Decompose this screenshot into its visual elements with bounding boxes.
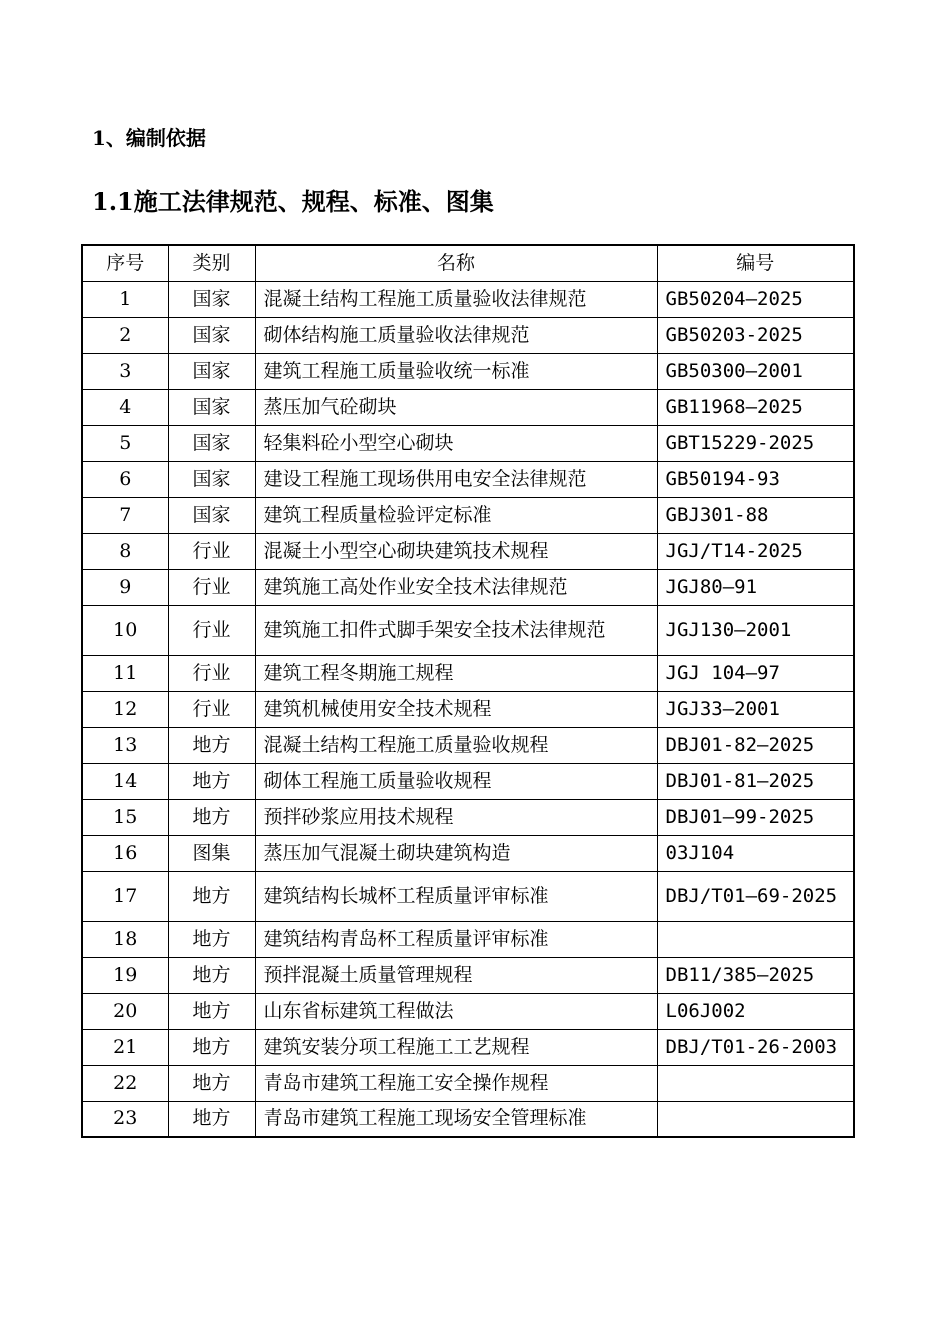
table-row [82, 569, 854, 605]
table-row [82, 871, 854, 921]
cell-code: DB11/385—2025 [657, 957, 854, 993]
cell-name: 青岛市建筑工程施工安全操作规程 [255, 1065, 657, 1101]
cell-name: 混凝土结构工程施工质量验收规程 [255, 727, 657, 763]
cell-code: GB50194-93 [657, 461, 854, 497]
cell-category: 行业 [168, 691, 255, 727]
cell-category: 图集 [168, 835, 255, 871]
cell-name: 建筑机械使用安全技术规程 [255, 691, 657, 727]
table-row [82, 727, 854, 763]
table-body [82, 281, 854, 1137]
table-row [82, 691, 854, 727]
cell-category: 地方 [168, 993, 255, 1029]
cell-category: 国家 [168, 317, 255, 353]
cell-category: 地方 [168, 799, 255, 835]
table-row [82, 1029, 854, 1065]
table-row [82, 533, 854, 569]
cell-index: 11 [82, 655, 168, 691]
table-row [82, 1101, 854, 1137]
cell-category: 地方 [168, 1029, 255, 1065]
table-row [82, 921, 854, 957]
cell-index: 18 [82, 921, 168, 957]
cell-code: GBJ301-88 [657, 497, 854, 533]
cell-index: 12 [82, 691, 168, 727]
cell-code: JGJ130—2001 [657, 605, 854, 655]
cell-index: 15 [82, 799, 168, 835]
cell-index: 9 [82, 569, 168, 605]
cell-name: 建筑施工扣件式脚手架安全技术法律规范 [255, 605, 657, 655]
cell-category: 行业 [168, 533, 255, 569]
cell-category: 地方 [168, 921, 255, 957]
cell-code: JGJ80—91 [657, 569, 854, 605]
table-row [82, 799, 854, 835]
cell-index: 10 [82, 605, 168, 655]
cell-name: 蒸压加气砼砌块 [255, 389, 657, 425]
table-row [82, 605, 854, 655]
cell-name: 建筑结构长城杯工程质量评审标准 [255, 871, 657, 921]
table-row [82, 763, 854, 799]
table-row [82, 317, 854, 353]
cell-category: 国家 [168, 461, 255, 497]
cell-index: 8 [82, 533, 168, 569]
table-row [82, 281, 854, 317]
cell-code: DBJ01-81—2025 [657, 763, 854, 799]
cell-name: 建筑工程冬期施工规程 [255, 655, 657, 691]
cell-index: 22 [82, 1065, 168, 1101]
cell-code: DBJ01—99-2025 [657, 799, 854, 835]
cell-name: 预拌砂浆应用技术规程 [255, 799, 657, 835]
table-row [82, 957, 854, 993]
table-row [82, 425, 854, 461]
cell-category: 国家 [168, 281, 255, 317]
table-row [82, 497, 854, 533]
table-row [82, 993, 854, 1029]
cell-name: 轻集料砼小型空心砌块 [255, 425, 657, 461]
cell-category: 地方 [168, 763, 255, 799]
table-row [82, 1065, 854, 1101]
cell-index: 6 [82, 461, 168, 497]
cell-name: 混凝土结构工程施工质量验收法律规范 [255, 281, 657, 317]
cell-code: GB50300—2001 [657, 353, 854, 389]
cell-name: 建筑工程施工质量验收统一标准 [255, 353, 657, 389]
subsection-heading: 1.1施工法律规范、规程、标准、图集 [92, 187, 494, 216]
cell-index: 20 [82, 993, 168, 1029]
cell-code: DBJ/T01-26-2003 [657, 1029, 854, 1065]
cell-index: 17 [82, 871, 168, 921]
cell-code: JGJ/T14-2025 [657, 533, 854, 569]
cell-category: 国家 [168, 389, 255, 425]
cell-index: 23 [82, 1101, 168, 1137]
cell-index: 5 [82, 425, 168, 461]
cell-name: 混凝土小型空心砌块建筑技术规程 [255, 533, 657, 569]
cell-name: 建筑结构青岛杯工程质量评审标准 [255, 921, 657, 957]
cell-name: 青岛市建筑工程施工现场安全管理标准 [255, 1101, 657, 1137]
cell-category: 地方 [168, 1101, 255, 1137]
cell-name: 砌体结构施工质量验收法律规范 [255, 317, 657, 353]
table-row [82, 389, 854, 425]
cell-code: DBJ01-82—2025 [657, 727, 854, 763]
cell-index: 1 [82, 281, 168, 317]
cell-category: 行业 [168, 605, 255, 655]
cell-index: 21 [82, 1029, 168, 1065]
cell-code [657, 921, 854, 957]
cell-code: 03J104 [657, 835, 854, 871]
cell-category: 国家 [168, 497, 255, 533]
cell-category: 国家 [168, 425, 255, 461]
cell-name: 建设工程施工现场供用电安全法律规范 [255, 461, 657, 497]
table-row [82, 461, 854, 497]
cell-category: 地方 [168, 871, 255, 921]
cell-code: DBJ/T01—69-2025 [657, 871, 854, 921]
cell-code: JGJ 104—97 [657, 655, 854, 691]
cell-code [657, 1101, 854, 1137]
cell-index: 19 [82, 957, 168, 993]
cell-category: 行业 [168, 655, 255, 691]
cell-code: GB11968—2025 [657, 389, 854, 425]
cell-index: 14 [82, 763, 168, 799]
cell-index: 16 [82, 835, 168, 871]
cell-code: GB50204—2025 [657, 281, 854, 317]
cell-index: 3 [82, 353, 168, 389]
cell-name: 山东省标建筑工程做法 [255, 993, 657, 1029]
header-category: 类别 [168, 245, 255, 281]
standards-table [81, 244, 855, 1138]
cell-category: 地方 [168, 727, 255, 763]
header-code: 编号 [657, 245, 854, 281]
table-row [82, 835, 854, 871]
cell-index: 4 [82, 389, 168, 425]
cell-code: GBT15229-2025 [657, 425, 854, 461]
cell-name: 预拌混凝土质量管理规程 [255, 957, 657, 993]
cell-code [657, 1065, 854, 1101]
cell-index: 2 [82, 317, 168, 353]
cell-category: 行业 [168, 569, 255, 605]
cell-index: 13 [82, 727, 168, 763]
cell-code: GB50203-2025 [657, 317, 854, 353]
cell-name: 建筑安装分项工程施工工艺规程 [255, 1029, 657, 1065]
table-header-row [82, 245, 854, 281]
cell-category: 地方 [168, 1065, 255, 1101]
cell-name: 蒸压加气混凝土砌块建筑构造 [255, 835, 657, 871]
header-name: 名称 [255, 245, 657, 281]
table-row [82, 655, 854, 691]
cell-code: JGJ33—2001 [657, 691, 854, 727]
cell-name: 建筑施工高处作业安全技术法律规范 [255, 569, 657, 605]
cell-name: 建筑工程质量检验评定标准 [255, 497, 657, 533]
table-row [82, 353, 854, 389]
header-index: 序号 [82, 245, 168, 281]
cell-category: 国家 [168, 353, 255, 389]
cell-category: 地方 [168, 957, 255, 993]
cell-index: 7 [82, 497, 168, 533]
cell-name: 砌体工程施工质量验收规程 [255, 763, 657, 799]
cell-code: L06J002 [657, 993, 854, 1029]
section-heading: 1、编制依据 [92, 126, 206, 150]
